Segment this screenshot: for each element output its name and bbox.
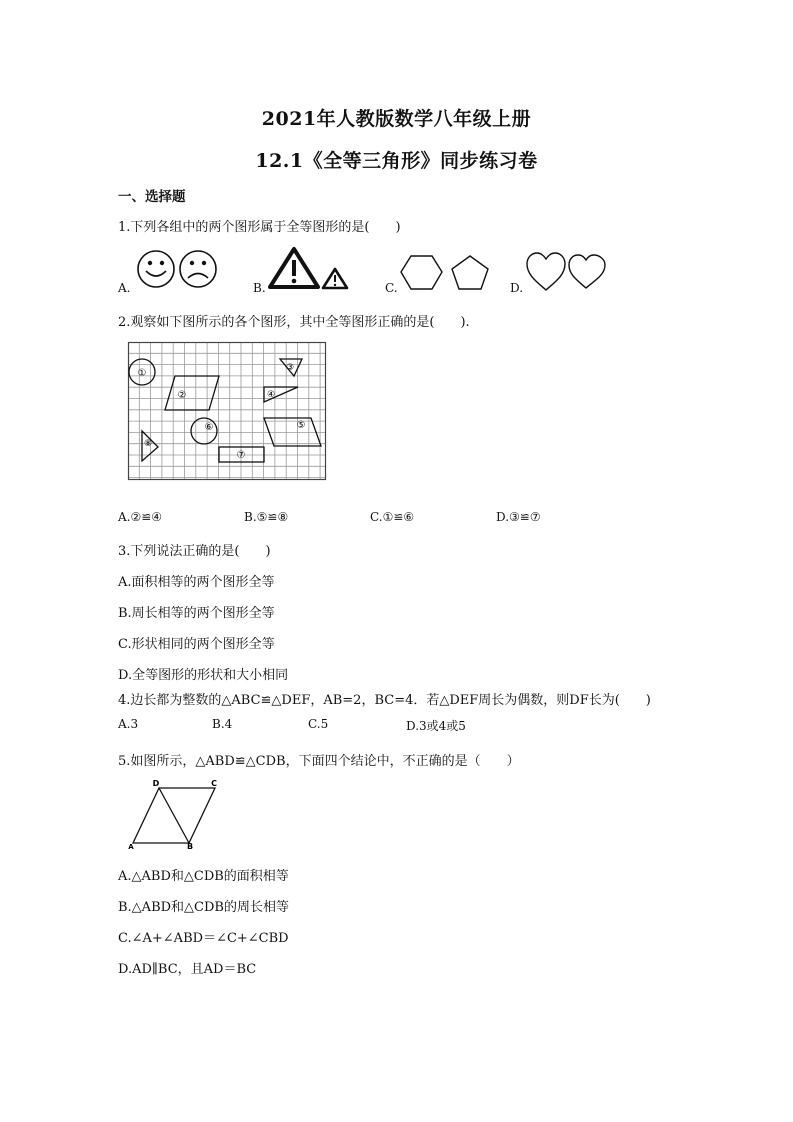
- q2-option-c: C.①≌⑥: [370, 510, 415, 524]
- heart-large-icon: [527, 253, 565, 290]
- q5-vertex-b: B: [186, 842, 194, 851]
- q3-option-a: A.面积相等的两个图形全等: [118, 575, 275, 590]
- q5-vertex-d: D: [152, 779, 160, 788]
- q2-shape-label-4: ④: [266, 390, 276, 400]
- q2-shape-label-7: ⑦: [236, 450, 246, 461]
- q3-option-d: D.全等图形的形状和大小相同: [118, 668, 289, 683]
- q2-option-d: D.③≌⑦: [496, 510, 541, 524]
- smiley-face-icon: [138, 251, 174, 287]
- q2-shape-label-6: ⑥: [204, 422, 214, 433]
- q1-option-d-figure: [525, 251, 609, 293]
- grid-lines: [128, 342, 326, 480]
- q4-option-a: A.3: [118, 717, 139, 731]
- q2-option-a: A.②≌④: [118, 510, 163, 524]
- q2-shape-label-8: ⑧: [143, 439, 153, 449]
- q2-shape-label-5: ⑤: [296, 420, 306, 431]
- q2-shape-label-3: ③: [285, 363, 295, 373]
- q2-shape-label-1: ①: [137, 368, 147, 379]
- warning-triangle-large-icon: [270, 249, 318, 287]
- question-2-stem: 2.观察如下图所示的各个图形，其中全等图形正确的是( ).: [118, 315, 470, 330]
- question-1-stem: 1.下列各组中的两个图形属于全等图形的是( ): [118, 220, 401, 235]
- warning-triangle-small-icon: [323, 269, 347, 288]
- q1-option-a-figure: [136, 249, 220, 289]
- q1-option-c-figure: [400, 254, 496, 294]
- q5-option-c: C.∠A+∠ABD＝∠C+∠CBD: [118, 931, 289, 946]
- heart-small-icon: [569, 255, 605, 288]
- page-subtitle: 12.1《全等三角形》同步练习卷: [255, 150, 538, 172]
- sad-face-icon: [180, 251, 216, 287]
- q5-vertex-a: A: [128, 843, 134, 851]
- q4-option-c: C.5: [308, 717, 329, 731]
- q1-option-d-label: D.: [510, 281, 524, 295]
- q1-option-b-label: B.: [253, 281, 266, 295]
- q1-option-b-figure: [268, 247, 352, 291]
- q5-vertex-c: C: [211, 779, 217, 788]
- q4-option-b: B.4: [212, 717, 233, 731]
- question-4-stem: 4.边长都为整数的△ABC≌△DEF，AB=2，BC=4．若△DEF周长为偶数，则DF长为( ): [118, 693, 651, 708]
- q5-option-d: D.AD∥BC，且AD＝BC: [118, 962, 257, 977]
- q2-shape-label-2: ②: [177, 390, 187, 401]
- question-5-stem: 5.如图所示，△ABD≌△CDB，下面四个结论中，不正确的是（ ）: [118, 754, 520, 769]
- grid-border: [129, 343, 326, 480]
- q2-grid-figure: [128, 342, 326, 480]
- pentagon-icon: [452, 256, 488, 289]
- q3-option-c: C.形状相同的两个图形全等: [118, 637, 275, 652]
- q5-option-a: A.△ABD和△CDB的面积相等: [118, 869, 289, 884]
- q2-option-b: B.⑤≌⑧: [244, 510, 289, 524]
- page-title: 2021年人教版数学八年级上册: [261, 108, 532, 130]
- question-3-stem: 3.下列说法正确的是( ): [118, 544, 271, 559]
- hexagon-icon: [401, 256, 442, 289]
- q5-option-b: B.△ABD和△CDB的周长相等: [118, 900, 289, 915]
- q1-option-c-label: C.: [385, 281, 398, 295]
- q1-option-a-label: A.: [118, 281, 131, 295]
- q5-diagonal-bd: [159, 788, 189, 843]
- section-heading: 一、选择题: [118, 189, 186, 205]
- q3-option-b: B.周长相等的两个图形全等: [118, 606, 275, 621]
- q4-option-d: D.3或4或5: [406, 719, 466, 733]
- q5-parallelogram-figure: [128, 780, 224, 850]
